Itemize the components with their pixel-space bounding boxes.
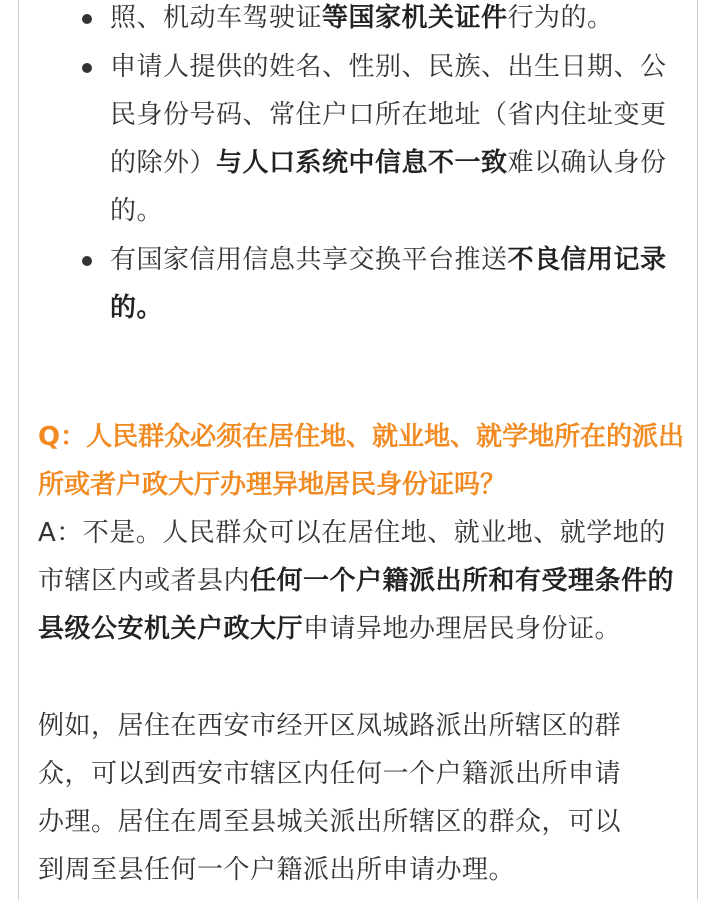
list-item — [38, 236, 686, 332]
faq-answer — [38, 509, 686, 653]
list-item-text: 难以确认身份的。 — [110, 148, 667, 226]
bullet-icon — [82, 14, 92, 24]
faq-question: Q：人民群众必须在居住地、就业地、就学地所在的派出所或者户政大厅办理异地居民身份证吗？ — [38, 422, 685, 500]
bullet-icon — [82, 256, 92, 266]
list-item — [38, 43, 686, 235]
right-border — [697, 0, 698, 900]
example-paragraph: 例如，居住在西安市经开区凤城路派出所辖区的群众，可以到西安市辖区内任何一个户籍派出所申请办理。居住在周至县城关派出所辖区的群众，可以到周至县任何一个户籍派出所申请办理。 — [38, 711, 622, 885]
left-border — [18, 0, 19, 900]
answer-text: 申请异地办理居民身份证。 — [303, 614, 622, 644]
article-body — [38, 0, 686, 894]
list-item-text: 照、机动车驾驶证 — [110, 3, 323, 33]
answer-bold-text: 任何一个户籍派出所和有受理条件的县级公安机关户政大厅 — [38, 566, 675, 644]
list-item-text: 有国家信用信息共享交换平台推送 — [110, 245, 508, 275]
bullet-icon — [82, 63, 92, 73]
list-item-bold-text: 等国家机关证件 — [322, 3, 508, 33]
answer-text: A：不是。人民群众可以在居住地、就业地、就学地的市辖区内或者县内 — [38, 518, 666, 596]
list-item-bold-text: 与人口系统中信息不一致 — [216, 148, 508, 178]
list-item-text: 申请人提供的姓名、性别、民族、出生日期、公民身份号码、常住户口所在地址（省内住址变更的除外） — [110, 52, 667, 178]
list-item-bold-text: 不良信用记录的。 — [110, 245, 667, 323]
condition-list — [38, 0, 686, 332]
list-item-text: 行为的。 — [507, 3, 614, 33]
list-item — [38, 0, 686, 42]
